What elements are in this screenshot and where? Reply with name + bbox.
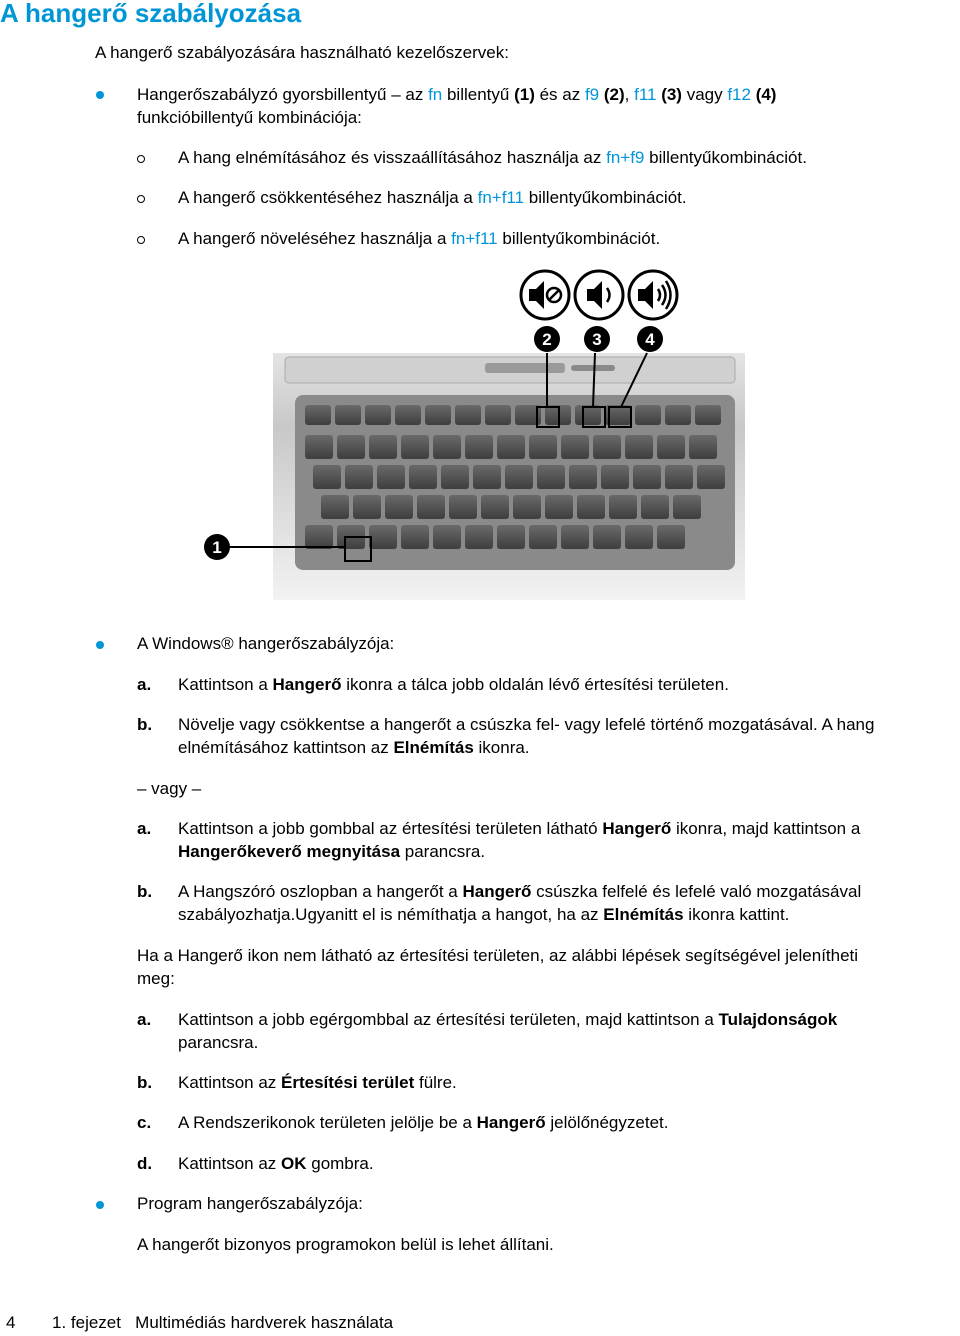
circle-bullet-icon (137, 236, 145, 244)
step-a3-line2: parancsra. (178, 1033, 259, 1052)
keyboard-key (433, 435, 461, 459)
keyboard-key (609, 495, 637, 519)
step-c3: A Rendszerikonok területen jelölje be a Hangerő jelölőnégyzetet. (178, 1113, 669, 1132)
step-a1: Kattintson a Hangerő ikonra a tálca jobb oldalán lévő értesítési területen. (178, 675, 729, 694)
keyboard-key (665, 405, 691, 425)
keyboard-key (305, 435, 333, 459)
keyboard-key (569, 465, 597, 489)
keyboard-key (695, 405, 721, 425)
step-label: a. (137, 819, 152, 838)
step-b2-line1: A Hangszóró oszlopban a hangerőt a Hangerő csúszka felfelé és lefelé való mozgatásával (178, 882, 862, 901)
keyboard-key (441, 465, 469, 489)
keyboard-key (425, 405, 451, 425)
step-label: d. (137, 1154, 153, 1173)
callout-1 (204, 534, 230, 560)
step-label: b. (137, 882, 153, 901)
keyboard-key (385, 495, 413, 519)
bullet-icon (96, 641, 104, 649)
step-b1-line1: Növelje vagy csökkentse a hangerőt a csúszka fel- vagy lefelé történő mozgatásával. A hang (178, 715, 875, 734)
keyboard-key (369, 525, 397, 549)
keyboard-key (635, 405, 661, 425)
step-label: a. (137, 675, 152, 694)
step-b2-line2: szabályozhatja.Ugyanitt el is némíthatja a hangot, ha az Elnémítás ikonra kattint. (178, 905, 790, 924)
svg-text:3: 3 (592, 330, 602, 349)
circle-bullet-icon (137, 155, 145, 163)
windows-heading: A Windows® hangerőszabályzója: (137, 634, 395, 653)
keyboard-key (625, 525, 653, 549)
sub-item-mute: A hang elnémításához és visszaállításához használja az fn+f9 billentyűkombinációt. (178, 148, 807, 167)
keyboard-key (455, 405, 481, 425)
keyboard-key (601, 465, 629, 489)
step-label: b. (137, 715, 153, 734)
keyboard-key (577, 495, 605, 519)
step-b1-line2: elnémításához kattintson az Elnémítás ikonra. (178, 738, 530, 757)
keyboard-key (673, 495, 701, 519)
keyboard-key (641, 495, 669, 519)
sub-item-increase: A hangerő növeléséhez használja a fn+f11 billentyűkombinációt. (178, 229, 661, 248)
keyboard-key (657, 435, 685, 459)
page-number: 4 (6, 1313, 16, 1332)
page-title: A hangerő szabályozása (0, 0, 302, 28)
keyboard-key (665, 465, 693, 489)
svg-text:2: 2 (542, 330, 552, 349)
callout-3 (584, 326, 610, 352)
keyboard-figure (195, 265, 755, 610)
keyboard-key (409, 465, 437, 489)
keyboard-key (505, 465, 533, 489)
keyboard-key (561, 525, 589, 549)
keyboard-key (353, 495, 381, 519)
keyboard-key (561, 435, 589, 459)
step-label: b. (137, 1073, 153, 1092)
bullet-icon (96, 1201, 104, 1209)
keyboard-key (497, 435, 525, 459)
keyboard-key (313, 465, 341, 489)
program-heading: Program hangerőszabályzója: (137, 1194, 363, 1213)
svg-text:4: 4 (645, 330, 655, 349)
keyboard-key (529, 525, 557, 549)
keyboard-key (481, 495, 509, 519)
volume-down-speaker-icon (575, 271, 623, 319)
step-a2-line2: Hangerőkeverő megnyitása parancsra. (178, 842, 486, 861)
info-paragraph-line1: Ha a Hangerő ikon nem látható az értesítési területen, az alábbi lépések segítségével jelenítheti (137, 946, 859, 965)
keyboard-key (689, 435, 717, 459)
svg-text:1: 1 (212, 538, 222, 557)
keyboard-key (345, 465, 373, 489)
step-a2-line1: Kattintson a jobb gombbal az értesítési területen látható Hangerő ikonra, majd kattintson a (178, 819, 861, 838)
program-text: A hangerőt bizonyos programokon belül is lehet állítani. (137, 1235, 554, 1254)
keyboard-key (473, 465, 501, 489)
keyboard-key (537, 465, 565, 489)
chapter-title: 1. fejezet Multimédiás hardverek használata (52, 1313, 394, 1332)
keyboard-key (625, 435, 653, 459)
keyboard-key (545, 495, 573, 519)
info-paragraph-line2: meg: (137, 969, 175, 988)
keyboard-key (593, 525, 621, 549)
hotkey-line-2: funkcióbillentyű kombinációja: (137, 108, 362, 127)
keyboard-key (401, 435, 429, 459)
step-label: c. (137, 1113, 152, 1132)
keyboard-key (449, 495, 477, 519)
keyboard-key (529, 435, 557, 459)
keyboard-key (395, 405, 421, 425)
keyboard-key (433, 525, 461, 549)
keyboard-key (305, 405, 331, 425)
keyboard-key (633, 465, 661, 489)
hotkey-line: Hangerőszabályzó gyorsbillentyű – az fn billentyű (1) és az f9 (2), f11 (3) vagy f12 (4) (137, 85, 777, 104)
callout-2 (534, 326, 560, 352)
circle-bullet-icon (137, 195, 145, 203)
keyboard-key (337, 435, 365, 459)
sub-item-decrease: A hangerő csökkentéséhez használja a fn+f11 billentyűkombinációt. (178, 188, 687, 207)
keyboard-key (401, 525, 429, 549)
keyboard-key (497, 525, 525, 549)
or-separator: – vagy – (137, 779, 202, 798)
keyboard-key (485, 405, 511, 425)
keyboard-key (335, 405, 361, 425)
keyboard-key (369, 435, 397, 459)
step-label: a. (137, 1010, 152, 1029)
keyboard-key (593, 435, 621, 459)
keyboard-key (465, 435, 493, 459)
step-b3: Kattintson az Értesítési terület fülre. (178, 1073, 457, 1092)
keyboard-key (377, 465, 405, 489)
keyboard-key (305, 525, 333, 549)
keyboard-key (417, 495, 445, 519)
bullet-icon (96, 91, 104, 99)
keyboard-key (465, 525, 493, 549)
keyboard-key (321, 495, 349, 519)
keyboard-key (365, 405, 391, 425)
step-d3: Kattintson az OK gombra. (178, 1154, 374, 1173)
intro-text: A hangerő szabályozására használható kezelőszervek: (95, 43, 509, 62)
volume-up-speaker-icon (629, 271, 677, 319)
keyboard-key (513, 495, 541, 519)
callout-4 (637, 326, 663, 352)
keyboard-key (657, 525, 685, 549)
keyboard-key (697, 465, 725, 489)
mute-speaker-icon (521, 271, 569, 319)
step-a3-line1: Kattintson a jobb egérgombbal az értesítési területen, majd kattintson a Tulajdonságok (178, 1010, 838, 1029)
